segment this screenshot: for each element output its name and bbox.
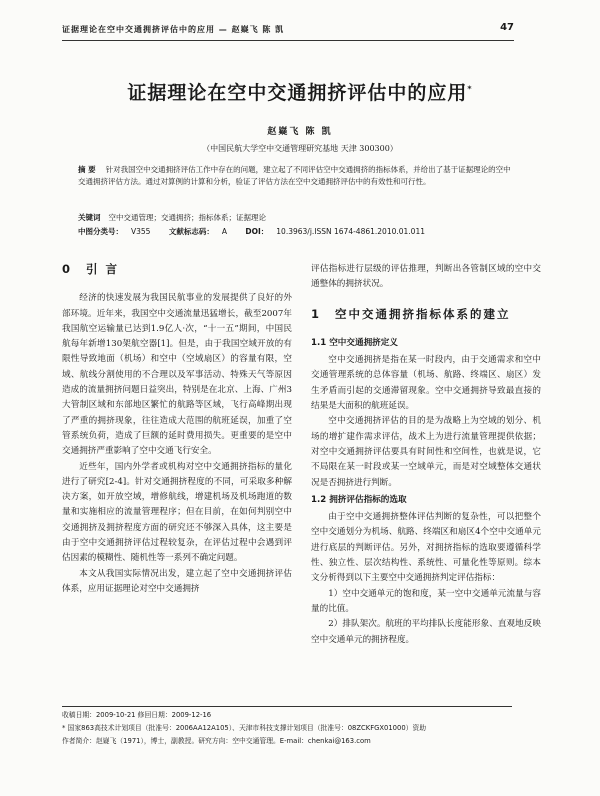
left-column xyxy=(62,258,292,597)
section-1-title: 空中交通拥挤指标体系的建立 xyxy=(335,306,511,321)
abstract-text: 针对我国空中交通拥挤评估工作中存在的问题，建立起了不同评估空中交通拥挤的指标体系，并给出了基于证据理论的空中交通拥挤评估方法。通过对算例的计算和分析，验证了评估方法在空中交通拥挤评估中的有效性和可行性。 xyxy=(78,165,511,186)
section-intro-number: 0 xyxy=(62,262,73,276)
section-1-heading xyxy=(311,307,541,322)
classification-line xyxy=(78,226,512,237)
intro-paragraph-2: 近些年，国内外学者或机构对空中交通拥挤指标的量化进行了研究[2-4]。针对交通拥挤程度的不同，可采取多种解决方案，如开放空域，增修航线，增建机场及机场跑道的数量和实施相应的流量管理程序；但在目前，在如何判别空中交通拥挤及拥挤程度方面的研究还不够深入具体，这主要是由于空中交通拥挤评估过程较复杂，在评估过程中会遇到评估因素的模糊性、随机性等一系列不确定问题。 xyxy=(62,461,292,564)
subsection-1-1-heading: 1.1 空中交通拥挤定义 xyxy=(311,337,398,348)
section-intro-title: 引 言 xyxy=(86,262,120,276)
running-title: 证据理论在空中交通拥挤评估中的应用 — 赵嶷飞 陈 凯 xyxy=(62,25,285,34)
clc-value: V355 xyxy=(131,227,151,236)
footnote-funding: * 国家863高技术计划项目（批准号：2006AA12A105）、天津市科技支撑计划项目（批准号：08ZCKFGX01000）资助 xyxy=(62,724,427,732)
indicator-item-1: 1）空中交通单元的饱和度，某一空中交通单元流量与容量的比值。 xyxy=(311,588,541,614)
abstract xyxy=(78,164,512,188)
paper-title-text: 证据理论在空中交通拥挤评估中的应用 xyxy=(127,82,468,104)
indicator-item-2: 2）排队架次。航班的平均排队长度能形象、直观地反映空中交通单元的拥挤程度。 xyxy=(311,619,541,645)
abstract-label: 摘 要 xyxy=(78,165,96,174)
keywords-text: 空中交通管理；交通拥挤；指标体系；证据理论 xyxy=(108,213,266,222)
keywords xyxy=(78,212,512,223)
subsection-1-1-paragraph-1: 空中交通拥挤是指在某一时段内，由于交通需求和空中交通管理系统的总体容量（机场、航路、终端区、扇区）发生矛盾而引起的交通滞留现象。空中交通拥挤导致最直接的结果是大面积的航班延误。 xyxy=(311,355,541,412)
title-footnote-mark: * xyxy=(467,84,473,94)
right-column xyxy=(311,262,541,648)
clc-label: 中图分类号： xyxy=(78,227,123,236)
section-1-number: 1 xyxy=(311,306,322,321)
doc-code-value: A xyxy=(221,227,227,236)
paper-title xyxy=(0,78,600,105)
footnote-dates: 收稿日期：2009-10-21 修回日期：2009-12-16 xyxy=(62,711,212,719)
footnotes xyxy=(62,706,512,748)
keywords-label: 关键词 xyxy=(78,213,101,222)
authors: 赵嶷飞 陈 凯 xyxy=(267,127,333,137)
intro-paragraph-3: 本文从我国实际情况出发，建立起了空中交通拥挤评估体系，应用证据理论对空中交通拥挤 xyxy=(62,568,292,594)
footnote-author-bio: 作者简介：赵嶷飞（1971），博士，副教授。研究方向：空中交通管理。E-mail：chenkai@163.com xyxy=(62,737,371,745)
subsection-1-2-paragraph-1: 由于空中交通拥挤整体评估判断的复杂性，可以把整个空中交通划分为机场、航路、终端区和扇区4个空中交通单元进行底层的判断评估。另外，对拥挤指标的选取要遵循科学性、独立性、层次结构性、系统性、可量化性等原则。综本文分析得到以下主要空中交通拥挤判定评估指标： xyxy=(311,512,541,584)
doi-label: DOI： xyxy=(245,227,269,236)
doi-value: 10.3963/j.ISSN 1674-4861.2010.01.011 xyxy=(276,227,425,236)
subsection-1-1-paragraph-2: 空中交通拥挤评估的目的是为战略上为空域的划分、机场的增扩建作需求评估，战术上为进行流量管理提供依据；对空中交通拥挤评估要具有时间性和空间性，也就是说，它不局限在某一时段或某一空域单元，而是对空域整体交通状况是否拥挤进行判断。 xyxy=(311,416,541,488)
subsection-1-2-heading: 1.2 拥挤评估指标的选取 xyxy=(311,494,407,505)
running-header xyxy=(62,20,514,41)
doc-code-label: 文献标志码： xyxy=(168,227,214,236)
intro-paragraph-1: 经济的快速发展为我国民航事业的发展提供了良好的外部环境。近年来，我国空中交通流量迅猛增长，截至2007年我国航空运输量已达到1.9亿人·次，“十一五”期间，中国民航每年新增130架航空器[1]。但是，由于我国空域开放的有限性导致地面（机场）和空中（空域扇区）的容量有限，空域、航线分割使用的不合理以及军事活动、特殊天气等原因造成的流量拥挤问题日益突出，特别是在北京、上海、广州3大管制区域和东部地区繁忙的航路等区域，飞行高峰期出现了严重的拥挤现象，往往造成大范围的航班延误，加重了空管系统负荷，造成了巨额的延时费用损失。更重要的是空中交通拥挤严重影响了空中交通飞行安全。 xyxy=(62,293,292,457)
intro-paragraph-3-continued: 评估指标进行层级的评估推理，判断出各管制区域的空中交通整体的拥挤状况。 xyxy=(311,264,541,290)
affiliation: （中国民航大学空中交通管理研究基地 天津 300300） xyxy=(202,144,398,153)
page-number: 47 xyxy=(500,22,514,33)
section-intro-heading xyxy=(62,262,292,277)
